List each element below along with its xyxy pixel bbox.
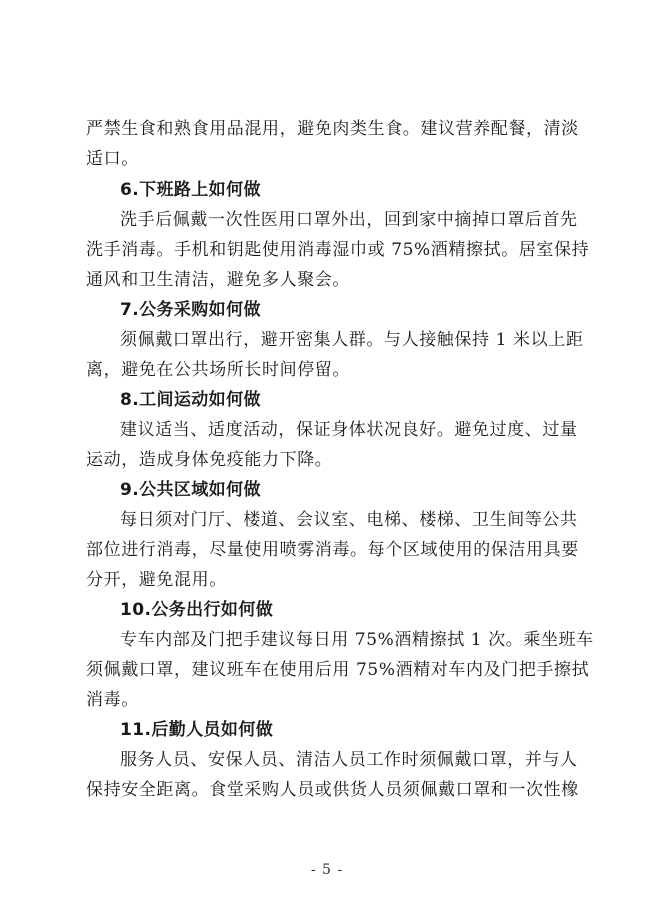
body-text-line: 服务人员、安保人员、清洁人员工作时须佩戴口罩，并与人 [120,750,578,770]
body-text-line: 离，避免在公共场所长时间停留。 [86,360,350,380]
section-heading-11: 11.后勤人员如何做 [120,720,274,740]
body-text-line: 每日须对门厅、楼道、会议室、电梯、楼梯、卫生间等公共 [120,510,578,530]
body-text-line: 分开，避免混用。 [86,570,227,590]
body-text-line: 严禁生食和熟食用品混用，避免肉类生食。建议营养配餐，清淡 [86,119,579,139]
body-text-line: 部位进行消毒，尽量使用喷雾消毒。每个区域使用的保洁用具要 [86,540,579,560]
body-text-line: 须佩戴口罩，建议班车在使用后用 75%酒精对车内及门把手擦拭 [86,660,590,680]
body-text-line: 建议适当、适度活动，保证身体状况良好。避免过度、过量 [120,420,578,440]
body-text-line: 消毒。 [86,690,139,710]
body-text-line: 运动，造成身体免疫能力下降。 [86,450,333,470]
section-heading-7: 7.公务采购如何做 [120,300,261,320]
section-heading-8: 8.工间运动如何做 [120,390,261,410]
section-heading-10: 10.公务出行如何做 [120,600,274,620]
section-heading-9: 9.公共区域如何做 [120,480,261,500]
page-number: - 5 - [310,862,344,878]
body-text-line: 适口。 [86,149,139,169]
body-text-line: 洗手消毒。手机和钥匙使用消毒湿巾或 75%酒精擦拭。居室保持 [86,240,590,260]
body-text-line: 通风和卫生清洁，避免多人聚会。 [86,270,350,290]
body-text-line: 保持安全距离。食堂采购人员或供货人员须佩戴口罩和一次性橡 [86,780,579,800]
body-text-line: 须佩戴口罩出行，避开密集人群。与人接触保持 1 米以上距 [120,330,584,350]
section-heading-6: 6.下班路上如何做 [120,180,261,200]
body-text-line: 专车内部及门把手建议每日用 75%酒精擦拭 1 次。乘坐班车 [120,630,594,650]
body-text-line: 洗手后佩戴一次性医用口罩外出，回到家中摘掉口罩后首先 [120,210,578,230]
